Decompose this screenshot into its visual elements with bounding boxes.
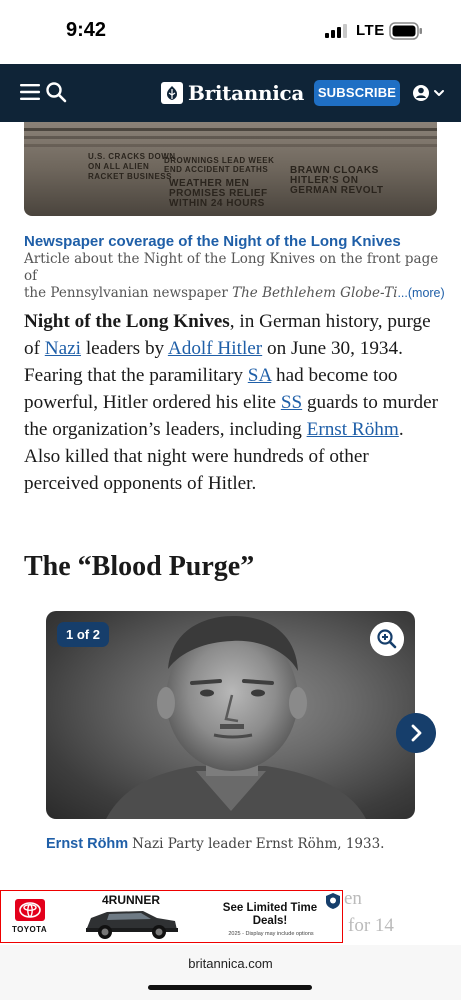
- partially-hidden-text: en: [344, 888, 362, 909]
- home-indicator[interactable]: [148, 985, 312, 990]
- battery-icon: [389, 22, 423, 40]
- ad-brand: TOYOTA: [12, 925, 47, 934]
- photo-caption: [46, 836, 384, 852]
- ad-fine-print: 2025 - Display may include options: [228, 931, 314, 937]
- url-text[interactable]: britannica.com: [188, 956, 273, 971]
- newspaper-headline: U.S. CRACKS DOWN: [88, 152, 176, 161]
- caption-text: the Pennsylvanian newspaper: [24, 285, 233, 301]
- subscribe-button[interactable]: SUBSCRIBE: [314, 80, 400, 106]
- ad-model: 4RUNNER: [102, 893, 161, 907]
- caption-source: The Bethlehem Globe-Ti: [232, 285, 398, 301]
- ad-headline: See Limited Time Deals!: [222, 902, 318, 927]
- account-icon[interactable]: [412, 83, 448, 103]
- toyota-logo-icon: [15, 899, 45, 921]
- status-bar: [0, 0, 461, 64]
- article-term: Night of the Long Knives: [24, 311, 230, 332]
- newspaper-headline: WITHIN 24 HOURS: [169, 198, 265, 209]
- network-type: LTE: [356, 22, 385, 39]
- article-text: , in German history, purge of: [24, 311, 431, 359]
- image-caption-body: [24, 251, 445, 302]
- caption-line: Article about the Night of the Long Knives on the front page of: [24, 251, 439, 284]
- link-sa[interactable]: SA: [247, 365, 272, 386]
- ad-choices-icon[interactable]: [326, 893, 340, 909]
- image-caption-title: Newspaper coverage of the Night of the Long Knives: [24, 233, 401, 250]
- article-text: on June 30, 1934. Fearing that the paramilitary: [24, 338, 403, 386]
- newspaper-image[interactable]: [24, 122, 437, 216]
- chevron-right-icon[interactable]: [396, 713, 436, 753]
- link-ernst-rohm[interactable]: Ernst Röhm: [306, 419, 399, 440]
- carousel-counter: 1 of 2: [57, 622, 109, 647]
- partially-hidden-text: for 14: [348, 915, 394, 936]
- newspaper-headline: BRAWN CLOAKS: [290, 165, 379, 176]
- link-nazi[interactable]: Nazi: [44, 338, 82, 359]
- signal-icon: [325, 24, 347, 38]
- article-text: leaders by: [81, 338, 168, 359]
- newspaper-headline: PROMISES RELIEF: [169, 188, 268, 199]
- zoom-in-icon[interactable]: [370, 622, 404, 656]
- browser-url-bar[interactable]: [0, 945, 461, 1000]
- photo-caption-desc: Nazi Party leader Ernst Röhm, 1933.: [132, 836, 385, 852]
- newspaper-headline: GERMAN REVOLT: [290, 185, 384, 196]
- brand-logo[interactable]: [161, 78, 304, 108]
- section-heading: The “Blood Purge”: [24, 551, 255, 582]
- article-text: had become too powerful, Hitler ordered his elite: [24, 365, 398, 413]
- car-image: [81, 904, 181, 940]
- britannica-logo-icon: [161, 82, 183, 104]
- search-icon[interactable]: [45, 81, 67, 103]
- article-text: . Also killed that night were hundreds of other perceived opponents of Hitler.: [24, 419, 404, 494]
- link-ss[interactable]: SS: [280, 392, 303, 413]
- newspaper-headline: RACKET BUSINESS: [88, 172, 172, 181]
- newspaper-headline: DROWNINGS LEAD WEEK: [164, 156, 275, 165]
- newspaper-headline: ON ALL ALIEN: [88, 162, 150, 171]
- menu-icon[interactable]: [20, 83, 42, 101]
- article-intro: [24, 308, 442, 497]
- caption-line: [24, 285, 445, 302]
- site-header: [0, 64, 461, 122]
- chevron-down-icon: [435, 91, 443, 95]
- newspaper-headline: END ACCIDENT DEATHS: [164, 165, 269, 174]
- status-time: 9:42: [66, 19, 107, 41]
- newspaper-headline: WEATHER MEN: [169, 178, 250, 189]
- article-text: guards to murder the organization’s leaders, including: [24, 392, 439, 440]
- photo-caption-name: Ernst Röhm: [46, 836, 129, 852]
- link-adolf-hitler[interactable]: Adolf Hitler: [167, 338, 263, 359]
- ad-banner[interactable]: [0, 890, 343, 943]
- brand-name: Britannica: [188, 81, 305, 105]
- newspaper-headline: HITLER'S ON: [290, 175, 359, 186]
- more-link[interactable]: ...(more): [397, 286, 445, 300]
